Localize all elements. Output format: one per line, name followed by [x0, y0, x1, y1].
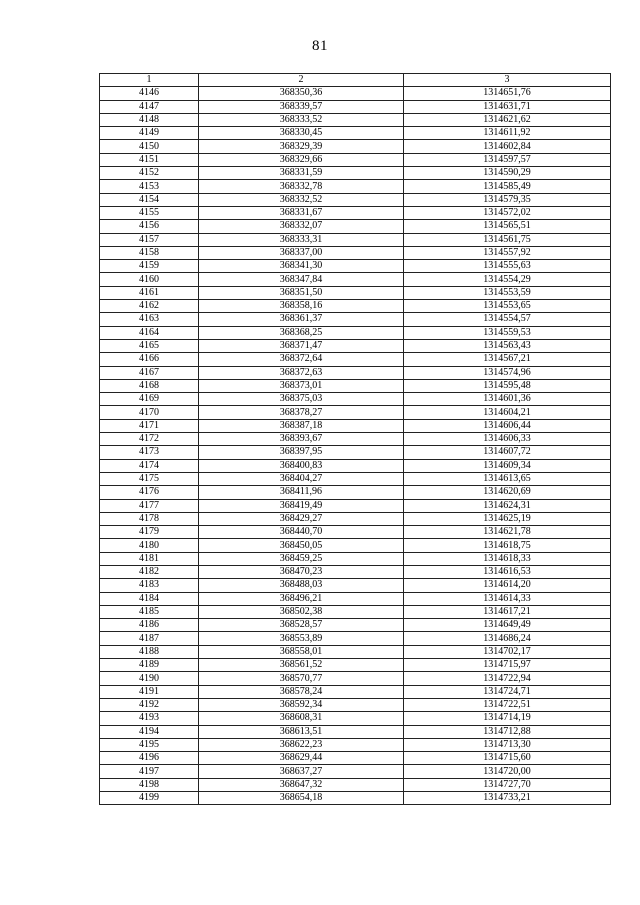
table-row — [100, 565, 611, 578]
x-coordinate-cell: 368337,00 — [199, 246, 404, 259]
point-number-cell: 4196 — [100, 752, 199, 765]
x-coordinate-cell: 368613,51 — [199, 725, 404, 738]
y-coordinate-cell: 1314553,65 — [404, 300, 611, 313]
table-row — [100, 220, 611, 233]
y-coordinate-cell: 1314597,57 — [404, 153, 611, 166]
y-coordinate-cell: 1314553,59 — [404, 286, 611, 299]
y-coordinate-cell: 1314617,21 — [404, 605, 611, 618]
y-coordinate-cell: 1314609,34 — [404, 459, 611, 472]
y-coordinate-cell: 1314561,75 — [404, 233, 611, 246]
table-row — [100, 167, 611, 180]
x-coordinate-cell: 368339,57 — [199, 100, 404, 113]
table-row — [100, 433, 611, 446]
y-coordinate-cell: 1314631,71 — [404, 100, 611, 113]
header-row — [100, 74, 611, 87]
table-row — [100, 246, 611, 259]
table-row — [100, 792, 611, 805]
point-number-cell: 4198 — [100, 778, 199, 791]
y-coordinate-cell: 1314686,24 — [404, 632, 611, 645]
x-coordinate-cell: 368393,67 — [199, 433, 404, 446]
point-number-cell: 4189 — [100, 659, 199, 672]
table-row — [100, 379, 611, 392]
x-coordinate-cell: 368332,52 — [199, 193, 404, 206]
header-col-3: 3 — [404, 74, 611, 87]
point-number-cell: 4177 — [100, 499, 199, 512]
x-coordinate-cell: 368329,39 — [199, 140, 404, 153]
table-row — [100, 685, 611, 698]
y-coordinate-cell: 1314702,17 — [404, 645, 611, 658]
x-coordinate-cell: 368387,18 — [199, 419, 404, 432]
y-coordinate-cell: 1314621,78 — [404, 526, 611, 539]
coordinates-table — [99, 73, 611, 805]
point-number-cell: 4161 — [100, 286, 199, 299]
x-coordinate-cell: 368411,96 — [199, 486, 404, 499]
point-number-cell: 4170 — [100, 406, 199, 419]
table-row — [100, 738, 611, 751]
y-coordinate-cell: 1314579,35 — [404, 193, 611, 206]
point-number-cell: 4163 — [100, 313, 199, 326]
x-coordinate-cell: 368496,21 — [199, 592, 404, 605]
x-coordinate-cell: 368361,37 — [199, 313, 404, 326]
table-row — [100, 140, 611, 153]
point-number-cell: 4146 — [100, 87, 199, 100]
y-coordinate-cell: 1314557,92 — [404, 246, 611, 259]
y-coordinate-cell: 1314601,36 — [404, 393, 611, 406]
y-coordinate-cell: 1314602,84 — [404, 140, 611, 153]
point-number-cell: 4181 — [100, 552, 199, 565]
x-coordinate-cell: 368429,27 — [199, 512, 404, 525]
y-coordinate-cell: 1314618,75 — [404, 539, 611, 552]
y-coordinate-cell: 1314559,53 — [404, 326, 611, 339]
x-coordinate-cell: 368331,59 — [199, 167, 404, 180]
point-number-cell: 4150 — [100, 140, 199, 153]
point-number-cell: 4156 — [100, 220, 199, 233]
table-row — [100, 765, 611, 778]
y-coordinate-cell: 1314722,51 — [404, 698, 611, 711]
point-number-cell: 4179 — [100, 526, 199, 539]
y-coordinate-cell: 1314614,20 — [404, 579, 611, 592]
y-coordinate-cell: 1314651,76 — [404, 87, 611, 100]
y-coordinate-cell: 1314585,49 — [404, 180, 611, 193]
y-coordinate-cell: 1314555,63 — [404, 260, 611, 273]
point-number-cell: 4173 — [100, 446, 199, 459]
point-number-cell: 4184 — [100, 592, 199, 605]
x-coordinate-cell: 368608,31 — [199, 712, 404, 725]
point-number-cell: 4175 — [100, 472, 199, 485]
table-row — [100, 778, 611, 791]
y-coordinate-cell: 1314727,70 — [404, 778, 611, 791]
point-number-cell: 4168 — [100, 379, 199, 392]
x-coordinate-cell: 368570,77 — [199, 672, 404, 685]
table-row — [100, 472, 611, 485]
y-coordinate-cell: 1314606,33 — [404, 433, 611, 446]
header-col-2: 2 — [199, 74, 404, 87]
y-coordinate-cell: 1314624,31 — [404, 499, 611, 512]
y-coordinate-cell: 1314720,00 — [404, 765, 611, 778]
y-coordinate-cell: 1314715,97 — [404, 659, 611, 672]
point-number-cell: 4194 — [100, 725, 199, 738]
table-row — [100, 605, 611, 618]
x-coordinate-cell: 368440,70 — [199, 526, 404, 539]
point-number-cell: 4191 — [100, 685, 199, 698]
table-row — [100, 366, 611, 379]
table-row — [100, 712, 611, 725]
y-coordinate-cell: 1314715,60 — [404, 752, 611, 765]
table-body — [100, 87, 611, 805]
y-coordinate-cell: 1314613,65 — [404, 472, 611, 485]
y-coordinate-cell: 1314614,33 — [404, 592, 611, 605]
x-coordinate-cell: 368470,23 — [199, 565, 404, 578]
x-coordinate-cell: 368341,30 — [199, 260, 404, 273]
point-number-cell: 4157 — [100, 233, 199, 246]
y-coordinate-cell: 1314616,53 — [404, 565, 611, 578]
table-row — [100, 512, 611, 525]
point-number-cell: 4149 — [100, 127, 199, 140]
point-number-cell: 4182 — [100, 565, 199, 578]
x-coordinate-cell: 368502,38 — [199, 605, 404, 618]
y-coordinate-cell: 1314713,30 — [404, 738, 611, 751]
point-number-cell: 4199 — [100, 792, 199, 805]
point-number-cell: 4153 — [100, 180, 199, 193]
point-number-cell: 4162 — [100, 300, 199, 313]
x-coordinate-cell: 368622,23 — [199, 738, 404, 751]
x-coordinate-cell: 368378,27 — [199, 406, 404, 419]
table-row — [100, 326, 611, 339]
table-row — [100, 339, 611, 352]
y-coordinate-cell: 1314590,29 — [404, 167, 611, 180]
table-row — [100, 406, 611, 419]
point-number-cell: 4166 — [100, 353, 199, 366]
point-number-cell: 4185 — [100, 605, 199, 618]
point-number-cell: 4197 — [100, 765, 199, 778]
x-coordinate-cell: 368373,01 — [199, 379, 404, 392]
x-coordinate-cell: 368350,36 — [199, 87, 404, 100]
table-row — [100, 113, 611, 126]
x-coordinate-cell: 368368,25 — [199, 326, 404, 339]
y-coordinate-cell: 1314554,29 — [404, 273, 611, 286]
table-row — [100, 672, 611, 685]
x-coordinate-cell: 368647,32 — [199, 778, 404, 791]
y-coordinate-cell: 1314607,72 — [404, 446, 611, 459]
table-row — [100, 526, 611, 539]
x-coordinate-cell: 368400,83 — [199, 459, 404, 472]
table-row — [100, 273, 611, 286]
table-row — [100, 100, 611, 113]
y-coordinate-cell: 1314733,21 — [404, 792, 611, 805]
point-number-cell: 4193 — [100, 712, 199, 725]
x-coordinate-cell: 368347,84 — [199, 273, 404, 286]
y-coordinate-cell: 1314620,69 — [404, 486, 611, 499]
point-number-cell: 4192 — [100, 698, 199, 711]
table-row — [100, 180, 611, 193]
table-row — [100, 698, 611, 711]
point-number-cell: 4171 — [100, 419, 199, 432]
point-number-cell: 4147 — [100, 100, 199, 113]
table-row — [100, 353, 611, 366]
x-coordinate-cell: 368372,63 — [199, 366, 404, 379]
point-number-cell: 4172 — [100, 433, 199, 446]
x-coordinate-cell: 368333,31 — [199, 233, 404, 246]
x-coordinate-cell: 368450,05 — [199, 539, 404, 552]
table-row — [100, 619, 611, 632]
y-coordinate-cell: 1314604,21 — [404, 406, 611, 419]
point-number-cell: 4159 — [100, 260, 199, 273]
point-number-cell: 4187 — [100, 632, 199, 645]
x-coordinate-cell: 368558,01 — [199, 645, 404, 658]
point-number-cell: 4165 — [100, 339, 199, 352]
table-header — [100, 74, 611, 87]
table-row — [100, 632, 611, 645]
table-row — [100, 659, 611, 672]
x-coordinate-cell: 368592,34 — [199, 698, 404, 711]
x-coordinate-cell: 368528,57 — [199, 619, 404, 632]
table-row — [100, 193, 611, 206]
x-coordinate-cell: 368488,03 — [199, 579, 404, 592]
point-number-cell: 4154 — [100, 193, 199, 206]
point-number-cell: 4178 — [100, 512, 199, 525]
y-coordinate-cell: 1314714,19 — [404, 712, 611, 725]
x-coordinate-cell: 368419,49 — [199, 499, 404, 512]
x-coordinate-cell: 368333,52 — [199, 113, 404, 126]
table-row — [100, 725, 611, 738]
y-coordinate-cell: 1314554,57 — [404, 313, 611, 326]
table-row — [100, 87, 611, 100]
table-row — [100, 645, 611, 658]
y-coordinate-cell: 1314722,94 — [404, 672, 611, 685]
table-row — [100, 393, 611, 406]
y-coordinate-cell: 1314606,44 — [404, 419, 611, 432]
table-row — [100, 300, 611, 313]
table-row — [100, 459, 611, 472]
y-coordinate-cell: 1314712,88 — [404, 725, 611, 738]
table-row — [100, 592, 611, 605]
x-coordinate-cell: 368332,07 — [199, 220, 404, 233]
point-number-cell: 4160 — [100, 273, 199, 286]
point-number-cell: 4188 — [100, 645, 199, 658]
y-coordinate-cell: 1314621,62 — [404, 113, 611, 126]
x-coordinate-cell: 368329,66 — [199, 153, 404, 166]
table-row — [100, 206, 611, 219]
point-number-cell: 4152 — [100, 167, 199, 180]
table-row — [100, 446, 611, 459]
point-number-cell: 4148 — [100, 113, 199, 126]
point-number-cell: 4195 — [100, 738, 199, 751]
y-coordinate-cell: 1314574,96 — [404, 366, 611, 379]
table-row — [100, 499, 611, 512]
table-row — [100, 153, 611, 166]
point-number-cell: 4164 — [100, 326, 199, 339]
table-row — [100, 552, 611, 565]
x-coordinate-cell: 368372,64 — [199, 353, 404, 366]
x-coordinate-cell: 368561,52 — [199, 659, 404, 672]
x-coordinate-cell: 368375,03 — [199, 393, 404, 406]
point-number-cell: 4155 — [100, 206, 199, 219]
point-number-cell: 4190 — [100, 672, 199, 685]
y-coordinate-cell: 1314595,48 — [404, 379, 611, 392]
y-coordinate-cell: 1314563,43 — [404, 339, 611, 352]
point-number-cell: 4158 — [100, 246, 199, 259]
point-number-cell: 4176 — [100, 486, 199, 499]
x-coordinate-cell: 368404,27 — [199, 472, 404, 485]
point-number-cell: 4183 — [100, 579, 199, 592]
point-number-cell: 4169 — [100, 393, 199, 406]
table-row — [100, 419, 611, 432]
y-coordinate-cell: 1314572,02 — [404, 206, 611, 219]
header-col-1: 1 — [100, 74, 199, 87]
point-number-cell: 4174 — [100, 459, 199, 472]
y-coordinate-cell: 1314611,92 — [404, 127, 611, 140]
point-number-cell: 4180 — [100, 539, 199, 552]
point-number-cell: 4151 — [100, 153, 199, 166]
table-row — [100, 313, 611, 326]
y-coordinate-cell: 1314625,19 — [404, 512, 611, 525]
table-row — [100, 260, 611, 273]
y-coordinate-cell: 1314618,33 — [404, 552, 611, 565]
x-coordinate-cell: 368358,16 — [199, 300, 404, 313]
table-row — [100, 539, 611, 552]
table-row — [100, 752, 611, 765]
x-coordinate-cell: 368629,44 — [199, 752, 404, 765]
table-row — [100, 233, 611, 246]
x-coordinate-cell: 368397,95 — [199, 446, 404, 459]
y-coordinate-cell: 1314724,71 — [404, 685, 611, 698]
y-coordinate-cell: 1314567,21 — [404, 353, 611, 366]
point-number-cell: 4186 — [100, 619, 199, 632]
x-coordinate-cell: 368654,18 — [199, 792, 404, 805]
x-coordinate-cell: 368331,67 — [199, 206, 404, 219]
x-coordinate-cell: 368459,25 — [199, 552, 404, 565]
table-row — [100, 286, 611, 299]
x-coordinate-cell: 368553,89 — [199, 632, 404, 645]
x-coordinate-cell: 368578,24 — [199, 685, 404, 698]
x-coordinate-cell: 368330,45 — [199, 127, 404, 140]
point-number-cell: 4167 — [100, 366, 199, 379]
page-number: 81 — [312, 38, 328, 54]
table-row — [100, 486, 611, 499]
y-coordinate-cell: 1314565,51 — [404, 220, 611, 233]
table-row — [100, 579, 611, 592]
x-coordinate-cell: 368351,50 — [199, 286, 404, 299]
x-coordinate-cell: 368332,78 — [199, 180, 404, 193]
table-row — [100, 127, 611, 140]
x-coordinate-cell: 368371,47 — [199, 339, 404, 352]
y-coordinate-cell: 1314649,49 — [404, 619, 611, 632]
x-coordinate-cell: 368637,27 — [199, 765, 404, 778]
